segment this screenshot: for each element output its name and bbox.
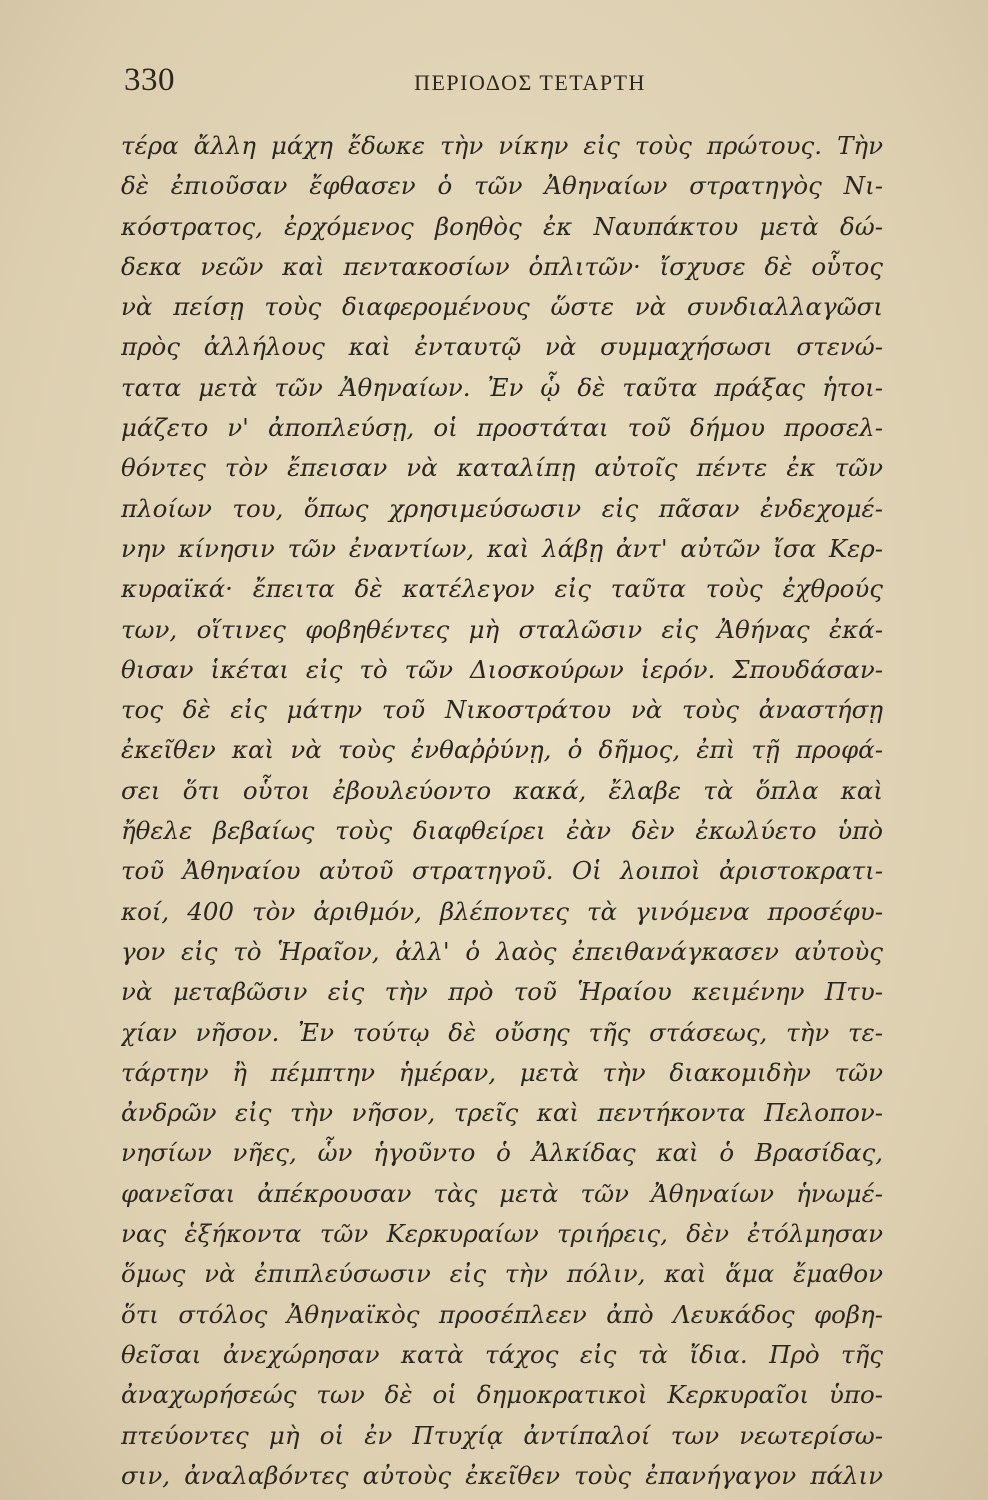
text-line: ἀναχωρήσεώς των δὲ οἱ δημοκρατικοὶ Κερκυραῖοι ὑπο- bbox=[121, 1380, 883, 1410]
text-line: νὰ πείσῃ τοὺς διαφερομένους ὥστε νὰ συνδιαλλαγῶσι bbox=[121, 292, 883, 322]
text-line: ὅμως νὰ ἐπιπλεύσωσιν εἰς τὴν πόλιν, καὶ ἅμα ἔμαθον bbox=[121, 1259, 883, 1289]
text-line: χίαν νῆσον. Ἐν τούτῳ δὲ οὔσης τῆς στάσεως, τὴν τε- bbox=[121, 1017, 883, 1047]
body-text bbox=[121, 126, 883, 1496]
text-line: νας ἑξήκοντα τῶν Κερκυραίων τριήρεις, δὲν ἐτόλμησαν bbox=[121, 1219, 883, 1249]
text-line: θόντες τὸν ἔπεισαν νὰ καταλίπῃ αὐτοῖς πέντε ἐκ τῶν bbox=[121, 453, 883, 483]
text-line: νὰ μεταβῶσιν εἰς τὴν πρὸ τοῦ Ἡραίου κειμένην Πτυ- bbox=[121, 977, 883, 1007]
text-line: νησίων νῆες, ὧν ἡγοῦντο ὁ Ἀλκίδας καὶ ὁ Βρασίδας, bbox=[121, 1138, 883, 1168]
text-line: ἐκεῖθεν καὶ νὰ τοὺς ἐνθαῤῥύνῃ, ὁ δῆμος, ἐπὶ τῇ προφά- bbox=[121, 735, 883, 765]
text-line: μάζετο ν' ἀποπλεύσῃ, οἱ προστάται τοῦ δήμου προσελ- bbox=[121, 413, 883, 443]
text-line: δεκα νεῶν καὶ πεντακοσίων ὁπλιτῶν· ἴσχυσε δὲ οὗτος bbox=[121, 251, 883, 281]
text-line: σιν, ἀναλαβόντες αὐτοὺς ἐκεῖθεν τοὺς ἐπανήγαγον πάλιν bbox=[121, 1460, 883, 1490]
text-line: των, οἵτινες φοβηθέντες μὴ σταλῶσιν εἰς Ἀθήνας ἐκά- bbox=[121, 614, 883, 644]
text-line: ὅτι στόλος Ἀθηναϊκὸς προσέπλεεν ἀπὸ Λευκάδος φοβη- bbox=[121, 1299, 883, 1329]
text-line: τατα μετὰ τῶν Ἀθηναίων. Ἐν ᾧ δὲ ταῦτα πράξας ἡτοι- bbox=[121, 372, 883, 402]
text-line: ἀνδρῶν εἰς τὴν νῆσον, τρεῖς καὶ πεντήκοντα Πελοπον- bbox=[121, 1098, 883, 1128]
text-line: ἤθελε βεβαίως τοὺς διαφθείρει ἐὰν δὲν ἐκωλύετο ὑπὸ bbox=[121, 816, 883, 846]
text-line: νην κίνησιν τῶν ἐναντίων, καὶ λάβῃ ἀντ' αὐτῶν ἴσα Κερ- bbox=[121, 533, 883, 563]
text-line: τοῦ Ἀθηναίου αὐτοῦ στρατηγοῦ. Οἱ λοιποὶ ἀριστοκρατι- bbox=[121, 856, 883, 886]
text-line: σει ὅτι οὗτοι ἐβουλεύοντο κακά, ἔλαβε τὰ ὅπλα καὶ bbox=[121, 775, 883, 805]
text-line: θισαν ἱκέται εἰς τὸ τῶν Διοσκούρων ἱερόν. Σπουδάσαν- bbox=[121, 654, 883, 684]
text-line: πλοίων του, ὅπως χρησιμεύσωσιν εἰς πᾶσαν ἐνδεχομέ- bbox=[121, 493, 883, 523]
text-line: τος δὲ εἰς μάτην τοῦ Νικοστράτου νὰ τοὺς ἀναστήσῃ bbox=[121, 695, 883, 725]
text-line: θεῖσαι ἀνεχώρησαν κατὰ τάχος εἰς τὰ ἴδια. Πρὸ τῆς bbox=[121, 1339, 883, 1369]
text-line: δὲ ἐπιοῦσαν ἔφθασεν ὁ τῶν Ἀθηναίων στρατηγὸς Νι- bbox=[121, 171, 883, 201]
text-line: κυραϊκά· ἔπειτα δὲ κατέλεγον εἰς ταῦτα τοὺς ἐχθρούς bbox=[121, 574, 883, 604]
page-header bbox=[110, 62, 910, 102]
text-line: τάρτην ἢ πέμπτην ἡμέραν, μετὰ τὴν διακομιδὴν τῶν bbox=[121, 1057, 883, 1087]
text-line: πρὸς ἀλλήλους καὶ ἐνταυτῷ νὰ συμμαχήσωσι στενώ- bbox=[121, 332, 883, 362]
text-line: τέρα ἄλλη μάχη ἔδωκε τὴν νίκην εἰς τοὺς πρώτους. Τὴν bbox=[121, 131, 883, 160]
running-head: ΠΕΡΙΟΔΟΣ ΤΕΤΑΡΤΗ bbox=[414, 70, 646, 95]
text-line: πτεύοντες μὴ οἱ ἐν Πτυχίᾳ ἀντίπαλοί των νεωτερίσω- bbox=[121, 1420, 883, 1450]
text-line: κοί, 400 τὸν ἀριθμόν, βλέποντες τὰ γινόμενα προσέφυ- bbox=[121, 896, 883, 926]
text-line: γον εἰς τὸ Ἡραῖον, ἀλλ' ὁ λαὸς ἐπειθανάγκασεν αὐτοὺς bbox=[121, 936, 883, 966]
text-line: κόστρατος, ἐρχόμενος βοηθὸς ἐκ Ναυπάκτου μετὰ δώ- bbox=[121, 211, 883, 241]
text-line: φανεῖσαι ἀπέκρουσαν τὰς μετὰ τῶν Ἀθηναίων ἡνωμέ- bbox=[121, 1178, 883, 1208]
page-number: 330 bbox=[124, 62, 175, 98]
